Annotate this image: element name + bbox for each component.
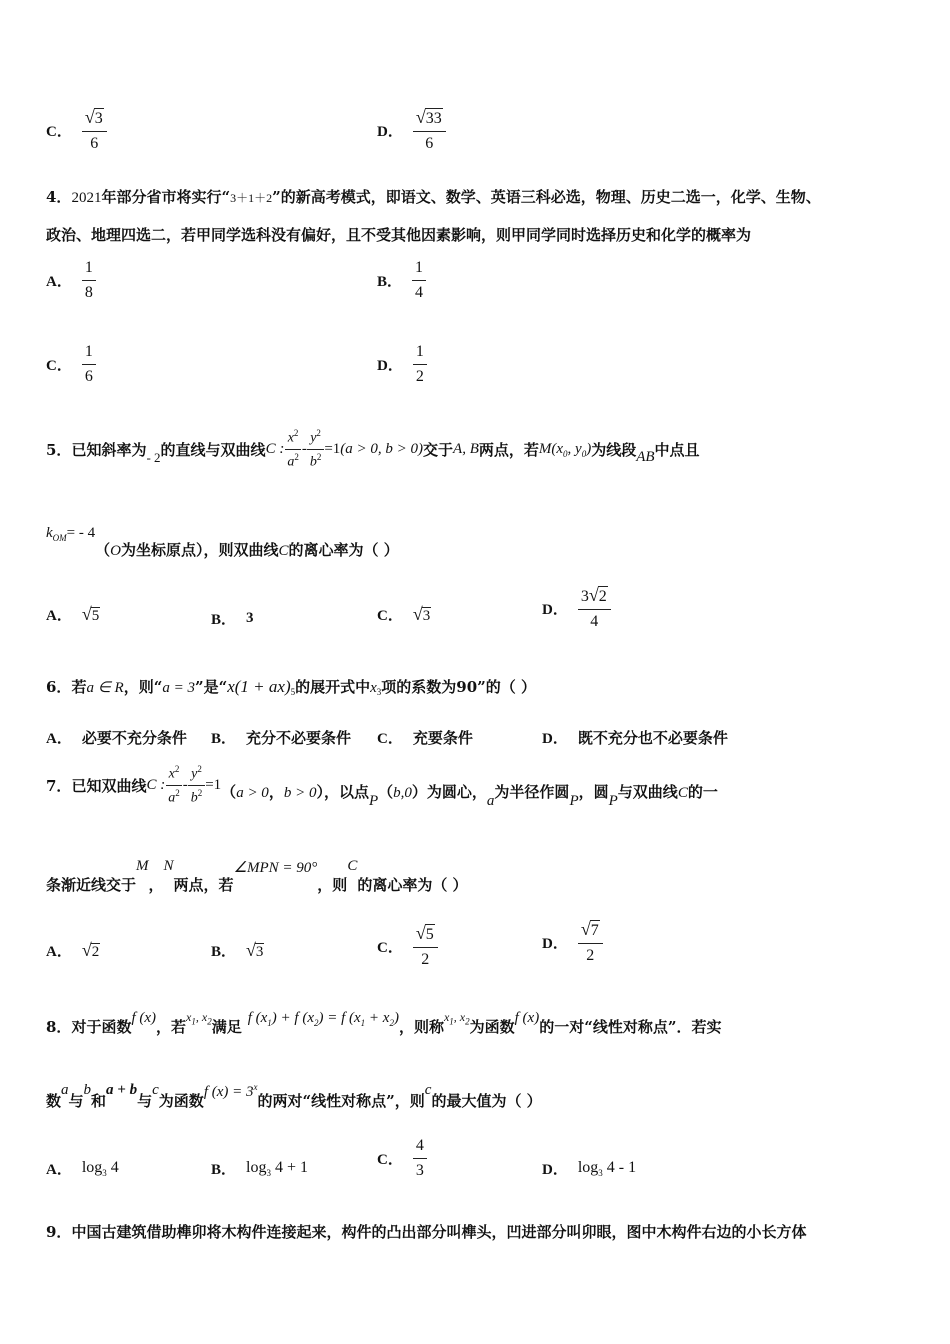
q7-option-d[interactable]: D． √ 7 2 — [542, 918, 603, 966]
q8-stem-line1: 8．对于函数 f (x) ，若 $x_1$, $x_2$ 满足 f $(x_1) + f$ $(x_2) = f$ $(x_1 + x_2)$ ，则称 $x_1$, $x_2$ 为函数 f (x) 的一对“线性对称点”．若实 — [46, 1010, 722, 1036]
fraction: √ 5 2 — [413, 922, 438, 970]
fraction: √ 3 6 — [82, 106, 107, 154]
q8-option-a[interactable]: A． $\log_3 4$ — [46, 1158, 119, 1179]
fraction: $\frac{1}{8}$ — [82, 258, 96, 303]
fraction-x2-a2: $\frac{x^2}{a^2}$ — [284, 428, 302, 471]
fraction: √ 7 2 — [578, 918, 603, 966]
q5-option-b[interactable]: B． 3 — [211, 610, 254, 628]
q7-stem-line1: 7． 已知双曲线 C : $\frac{x^2}{a^2}$ - $\frac{y^2}{b^2}$ =1 （a > 0，b > 0），以点P（b,0）为圆心，a为半径作圆P，圆P与双曲线C的一 — [46, 764, 718, 810]
q7-stem-line2: 条渐近线交于 M ， N 两点，若 ∠MPN = 90° ，则 C 的离心率为（ ） — [46, 858, 468, 894]
q5-option-c[interactable]: C． √ 3 — [377, 604, 431, 624]
q8-option-c[interactable]: C． $\frac{4}{3}$ — [377, 1136, 427, 1181]
sqrt: √ 5 — [81, 604, 100, 624]
sqrt: √ 33 — [415, 107, 442, 127]
fraction-x2-a2: $\frac{x^2}{a^2}$ — [165, 764, 183, 807]
fraction: $\frac{1}{4}$ — [412, 258, 426, 303]
q4-stem-line2: 政治、地理四选二，若甲同学选科没有偏好，且不受其他因素影响，则甲同学同时选择历史和化学的概率为 — [46, 226, 752, 244]
option-label: D． — [377, 123, 403, 140]
q6-option-b[interactable]: B． 充分不必要条件 — [211, 729, 352, 747]
sqrt: √ 3 — [246, 940, 264, 960]
q4-option-b[interactable]: B． $\frac{1}{4}$ — [377, 258, 426, 303]
q3-option-d[interactable] — [377, 106, 446, 154]
fraction: 3 √ 2 4 — [578, 584, 611, 632]
q5-stem-line2: $k_{OM}$ = - 4 （O为坐标原点），则双曲线C的离心率为（ ） — [46, 525, 399, 559]
fraction: $\frac{4}{3}$ — [413, 1136, 427, 1181]
q4-option-d[interactable]: D． $\frac{1}{2}$ — [377, 342, 427, 387]
sqrt: √ 3 — [412, 604, 431, 624]
q8-option-d[interactable]: D． $\log_3 4 - 1$ — [542, 1158, 637, 1179]
q5-option-d[interactable]: D． 3 √ 2 4 — [542, 584, 611, 632]
fraction-y2-b2: $\frac{y^2}{b^2}$ — [307, 428, 325, 471]
sqrt: √ 2 — [81, 940, 100, 960]
q9-stem: 9．中国古建筑借助榫卯将木构件连接起来，构件的凸出部分叫榫头，凹进部分叫卯眼，图中木构件右边的小长方体 — [46, 1223, 807, 1241]
q3-option-c[interactable] — [46, 106, 107, 154]
q7-option-b[interactable]: B． √ 3 — [211, 940, 264, 960]
q6-stem: 6． 若 a ∈ R ，则“ a = 3 ”是“ x(1 + ax) $_5$ 的展开式中 x $_3$ 项的系数为90”的（ ） — [46, 677, 537, 697]
q4-option-a[interactable]: A． $\frac{1}{8}$ — [46, 258, 96, 303]
option-label: C． — [46, 123, 72, 140]
q4-stem-line1: 4．2021年部分省市将实行“3＋1＋2”的新高考模式，即语文、数学、英语三科必选，物理、历史二选一，化学、生物、 — [46, 188, 821, 206]
q7-option-c[interactable]: C． √ 5 2 — [377, 922, 438, 970]
fraction-y2-b2: $\frac{y^2}{b^2}$ — [188, 764, 206, 807]
sqrt: √ 3 — [84, 107, 103, 127]
q7-option-a[interactable]: A． √ 2 — [46, 940, 100, 960]
q5-stem-line1: 5． 已知斜率为 - 2 的直线与双曲线 C : $\frac{x^2}{a^2}$ - $\frac{y^2}{b^2}$ =1 (a > 0, b > 0) 交于 A, B 两点，若 M ($x_0$, $y_0$) 为线段 AB 中点且 — [46, 428, 700, 470]
q4-option-c[interactable]: C． $\frac{1}{6}$ — [46, 342, 96, 387]
q6-option-d[interactable]: D． 既不充分也不必要条件 — [542, 729, 728, 747]
q8-option-b[interactable]: B． $\log_3 4 + 1$ — [211, 1158, 308, 1179]
q8-stem-line2: 数 a 与 b 和 a + b 与 c 为函数 f $(x) = 3^x$ 的两对“线性对称点”，则 c 的最大值为（ ） — [46, 1082, 542, 1110]
q5-option-a[interactable]: A． √ 5 — [46, 604, 100, 624]
fraction: $\frac{1}{6}$ — [82, 342, 96, 387]
q6-option-a[interactable]: A． 必要不充分条件 — [46, 729, 187, 747]
q6-option-c[interactable]: C． 充要条件 — [377, 729, 473, 747]
fraction: $\frac{1}{2}$ — [413, 342, 427, 387]
fraction: √ 33 6 — [413, 106, 446, 154]
